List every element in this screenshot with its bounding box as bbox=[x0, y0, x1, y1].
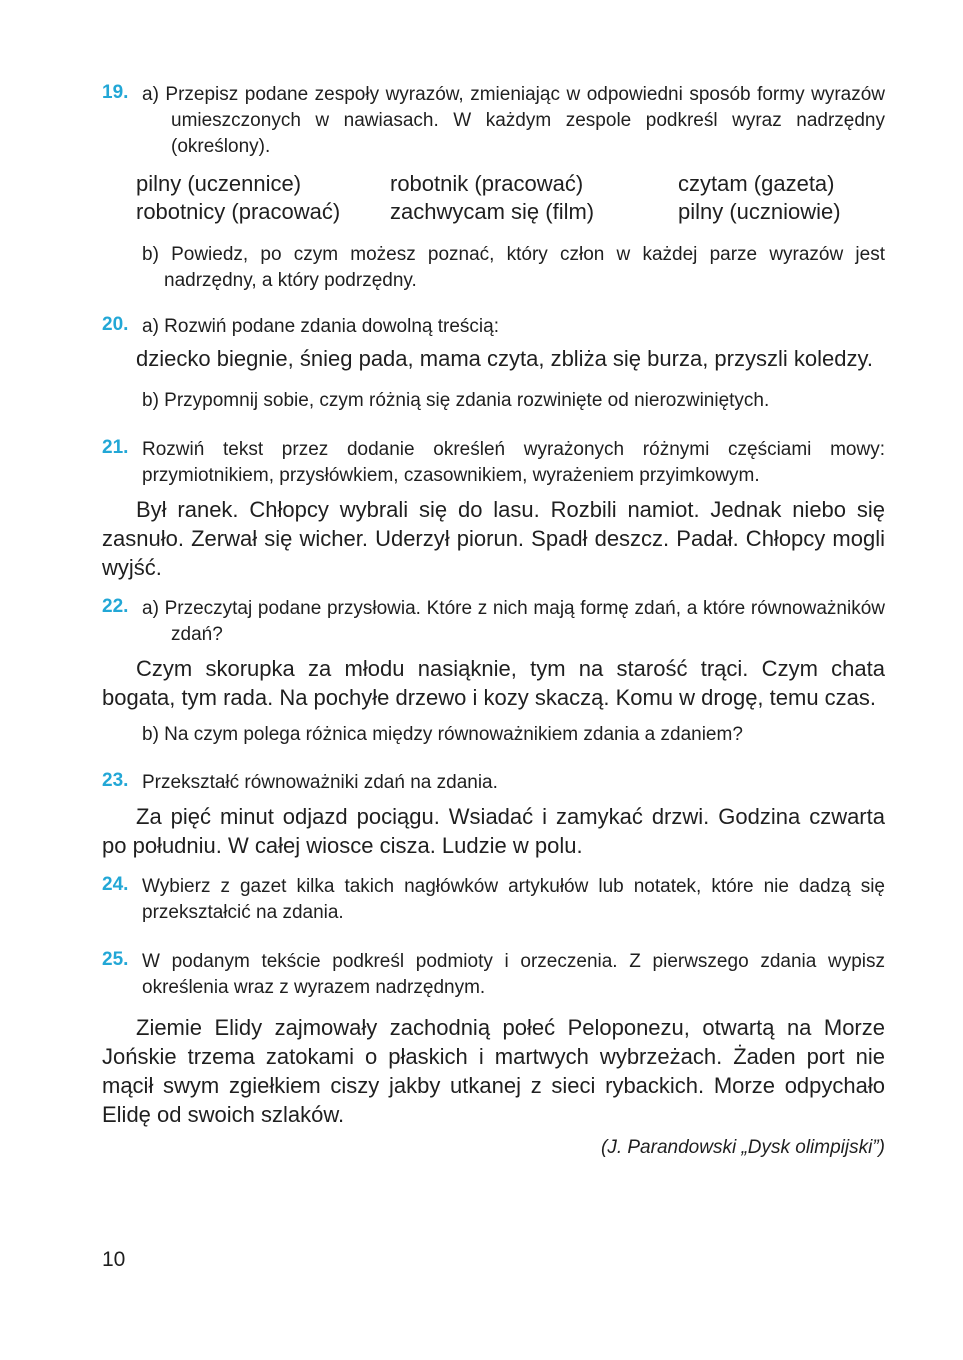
exercise-text bbox=[102, 654, 885, 712]
exercise-24 bbox=[102, 874, 885, 926]
exercise-number: 19. bbox=[102, 82, 129, 103]
exercise-number: 23. bbox=[102, 770, 129, 791]
exercise-instruction-b: b) Powiedz, po czym możesz poznać, który człon w każdej parze wyrazów jest nadrzędny, a który podrzędny. bbox=[142, 244, 885, 291]
exercise-25 bbox=[102, 949, 885, 1161]
exercise-number: 20. bbox=[102, 314, 129, 335]
exercise-text-paragraph: dziecko biegnie, śnieg pada, mama czyta, zbliża się burza, przyszli koledzy. bbox=[136, 346, 873, 371]
exercise-instruction: Wybierz z gazet kilka takich nagłówków artykułów lub notatek, które nie dadzą się przekształcić na zdania. bbox=[142, 876, 885, 923]
word-pair: robotnik (pracować) bbox=[390, 171, 584, 196]
word-pair: pilny (uczennice) bbox=[136, 171, 302, 196]
exercise-text bbox=[102, 802, 885, 860]
exercise-19 bbox=[102, 82, 885, 294]
exercise-text bbox=[102, 344, 885, 373]
exercise-text-paragraph: Ziemie Elidy zajmowały zachodnią połeć Peloponezu, otwartą na Morze Jońskie trzema zatokami o płaskich i martwych wybrzeżach. Żaden port nie mącił swym zgiełkiem ciszy jakby utkanej z sieci rybackich. Morze odpychało Elidę od swoich szlaków. bbox=[102, 1015, 885, 1127]
exercise-text bbox=[102, 495, 885, 582]
exercise-instruction-a: a) Przepisz podane zespoły wyrazów, zmieniając w odpowiedni sposób formy wyrazów umieszczonych w nawiasach. W każdym zespole podkreśl wyraz nadrzędny (określony). bbox=[142, 84, 885, 157]
exercise-22 bbox=[102, 596, 885, 748]
word-pair: czytam (gazeta) bbox=[678, 171, 835, 196]
page-number: 10 bbox=[102, 1248, 126, 1271]
exercise-23 bbox=[102, 770, 885, 860]
word-pair: pilny (uczniowie) bbox=[678, 199, 841, 224]
page-content bbox=[102, 80, 885, 1161]
exercise-text bbox=[102, 1013, 885, 1129]
exercise-instruction-b: b) Na czym polega różnica między równoważnikiem zdania a zdaniem? bbox=[142, 724, 743, 745]
source-citation: (J. Parandowski „Dysk olimpijski”) bbox=[601, 1137, 885, 1158]
exercise-instruction: W podanym tekście podkreśl podmioty i orzeczenia. Z pierwszego zdania wypisz określenia wraz z wyrazem nadrzędnym. bbox=[142, 951, 885, 998]
exercise-text-paragraph: Za pięć minut odjazd pociągu. Wsiadać i zamykać drzwi. Godzina czwarta po południu. W całej wiosce cisza. Ludzie w polu. bbox=[102, 804, 885, 858]
exercise-instruction: Przekształć równoważniki zdań na zdania. bbox=[142, 772, 498, 793]
exercise-text-paragraph: Czym skorupka za młodu nasiąknie, tym na starość trąci. Czym chata bogata, tym rada. Na pochyłe drzewo i kozy skaczą. Komu w drogę, temu czas. bbox=[102, 656, 885, 710]
exercise-instruction-a: a) Rozwiń podane zdania dowolną treścią: bbox=[142, 316, 499, 337]
exercise-number: 22. bbox=[102, 596, 129, 617]
exercise-instruction-a: a) Przeczytaj podane przysłowia. Które z nich mają formę zdań, a które równoważników zdań? bbox=[142, 598, 885, 645]
exercise-number: 21. bbox=[102, 437, 129, 458]
word-pair: zachwycam się (film) bbox=[390, 199, 595, 224]
exercise-text-paragraph: Był ranek. Chłopcy wybrali się do lasu. Rozbili namiot. Jednak niebo się zasnuło. Zerwał się wicher. Uderzył piorun. Spadł deszcz. Padał. Chłopcy mogli wyjść. bbox=[102, 497, 885, 580]
exercise-instruction: Rozwiń tekst przez dodanie określeń wyrażonych różnymi częściami mowy: przymiotnikiem, przysłówkiem, czasownikiem, wyrażeniem przyimkowym. bbox=[142, 439, 885, 486]
exercise-number: 24. bbox=[102, 874, 129, 895]
word-pairs-grid bbox=[136, 170, 885, 226]
exercise-20 bbox=[102, 314, 885, 414]
exercise-21 bbox=[102, 437, 885, 582]
exercise-number: 25. bbox=[102, 949, 129, 970]
exercise-instruction-b: b) Przypomnij sobie, czym różnią się zdania rozwinięte od nierozwiniętych. bbox=[142, 390, 770, 411]
word-pair: robotnicy (pracować) bbox=[136, 199, 341, 224]
